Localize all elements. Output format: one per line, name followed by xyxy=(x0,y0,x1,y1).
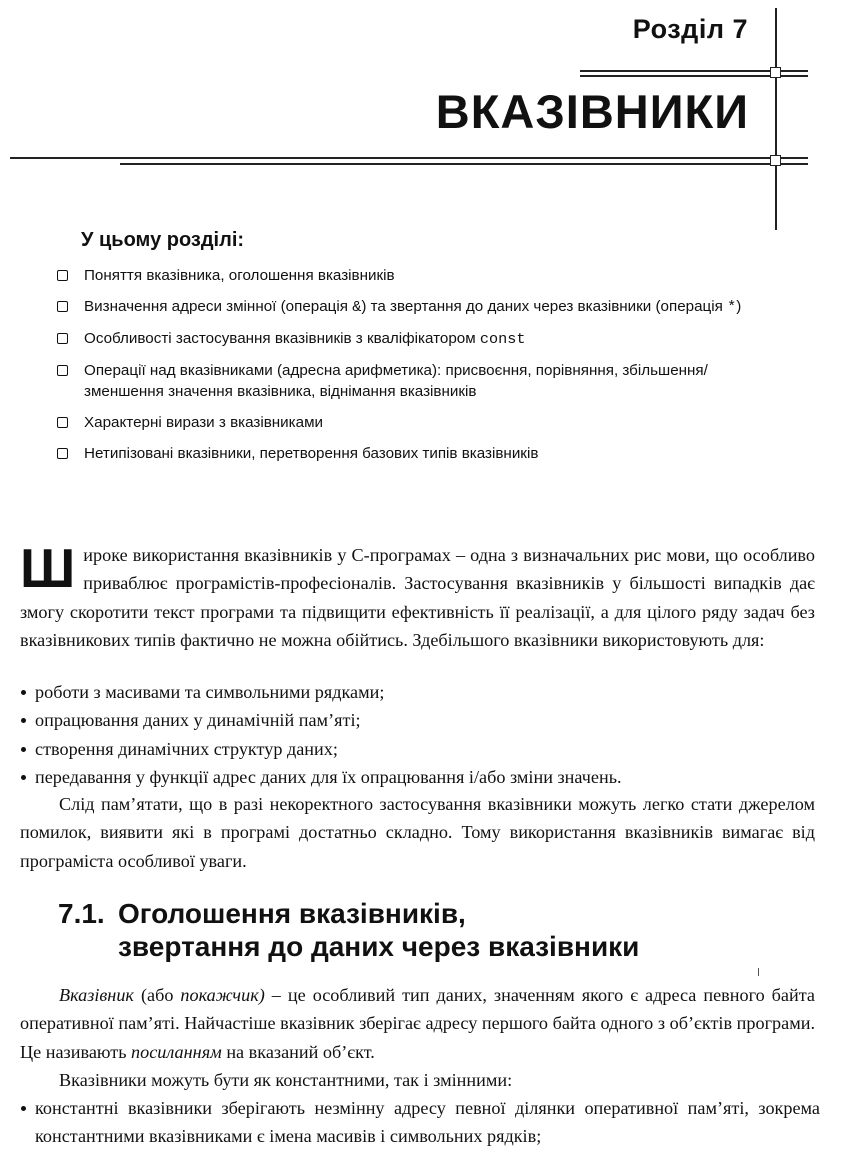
list-item xyxy=(57,328,777,350)
term-pointer: Вказівник xyxy=(59,985,134,1005)
list-item xyxy=(57,265,777,286)
list-item: константні вказівники зберігають незмінну адресу певної ділянки оперативної пам’яті, зокрема константними вказівниками є імена масивів і символьних рядків; xyxy=(20,1094,820,1151)
code-const: const xyxy=(479,330,526,348)
list-item: передавання у функції адрес даних для їх опрацювання і/або зміни значень. xyxy=(20,763,820,791)
chapter-label: Розділ 7 xyxy=(632,14,748,44)
list-item: роботи з масивами та символьними рядками; xyxy=(20,678,820,706)
intro-paragraph xyxy=(20,537,815,654)
code-asterisk: * xyxy=(727,298,737,316)
intro-text: ироке використання вказівників у С-програмах – одна з визначальних рис мови, що особливо приваблює програмістів-професіоналів. Застосування вказівників у більшості випадків дає змогу скоротити текст програми та підвищити ефективність її реалізації, а для цілого ряду задач без вказівникових типів фактично не можна обійтись. Здебільшого вказівники використовують для: xyxy=(20,545,815,650)
list-item xyxy=(57,443,777,464)
scan-mark xyxy=(758,968,759,976)
checkbox-bullet-icon xyxy=(57,365,68,376)
intro-bullet-list xyxy=(20,678,820,791)
toc-list xyxy=(57,265,777,474)
toc-item-text: ) xyxy=(736,298,742,315)
corner-marker-top xyxy=(770,67,781,78)
warning-paragraph: Слід пам’ятати, що в разі некоректного застосування вказівники можуть легко стати джерелом помилок, виявити які в програмі достатньо складно. Тому використання вказівників вимагає від програміста особливої уваги. xyxy=(20,794,815,871)
section-title-line-1: Оголошення вказівників, xyxy=(118,898,466,929)
section-title-line-2: звертання до даних через вказівники xyxy=(118,931,640,962)
checkbox-bullet-icon xyxy=(57,448,68,459)
definition-text: (або xyxy=(133,985,181,1005)
list-item xyxy=(57,296,777,318)
toc-item-text: Характерні вирази з вказівниками xyxy=(84,414,324,431)
toc-item-text: Нетипізовані вказівники, перетворення базових типів вказівників xyxy=(84,445,539,462)
toc-item-text: ) та звертання до даних через вказівники (операція xyxy=(361,298,728,315)
list-item xyxy=(57,412,777,433)
list-item: опрацювання даних у динамічній пам’яті; xyxy=(20,706,820,734)
header-bottom-rule xyxy=(10,157,808,159)
corner-marker-bottom xyxy=(770,155,781,166)
list-item xyxy=(57,360,777,402)
checkbox-bullet-icon xyxy=(57,333,68,344)
checkbox-bullet-icon xyxy=(57,417,68,428)
section-bullet-list xyxy=(20,1094,820,1151)
header-bottom-rule-2 xyxy=(120,163,808,165)
definition-paragraph xyxy=(20,981,815,1066)
toc-item-text: Особливості застосування вказівників з кваліфікатором xyxy=(84,330,480,347)
code-ampersand: & xyxy=(352,298,362,316)
definition-text: – це особливий тип даних, значенням якого є адреса певного байта оперативної пам’яті. Найчастіше вказівник зберігає адресу першого байта одного з об’єктів програми. Це називають xyxy=(20,985,815,1062)
toc-item-text: Операції над вказівниками (адресна арифметика): присвоєння, порівняння, збільшення/зменшення значення вказівника, віднімання вказівників xyxy=(84,362,708,400)
chapter-title: ВКАЗІВНИКИ xyxy=(435,85,749,138)
checkbox-bullet-icon xyxy=(57,301,68,312)
term-synonym: покажчик) xyxy=(180,985,265,1005)
checkbox-bullet-icon xyxy=(57,270,68,281)
definition-text: на вказаний об’єкт. xyxy=(221,1041,375,1062)
kinds-paragraph: Вказівники можуть бути як константними, так і змінними: xyxy=(59,1070,513,1090)
term-reference: посиланням xyxy=(131,1041,222,1062)
toc-heading: У цьому розділі: xyxy=(81,229,245,251)
drop-cap: Ш xyxy=(20,537,76,599)
toc-item-text: Поняття вказівника, оголошення вказівників xyxy=(84,267,395,284)
header-vertical-rule xyxy=(775,8,777,230)
list-item: створення динамічних структур даних; xyxy=(20,735,820,763)
toc-item-text: Визначення адреси змінної (операція xyxy=(84,298,353,315)
section-number: 7.1. xyxy=(58,898,105,929)
